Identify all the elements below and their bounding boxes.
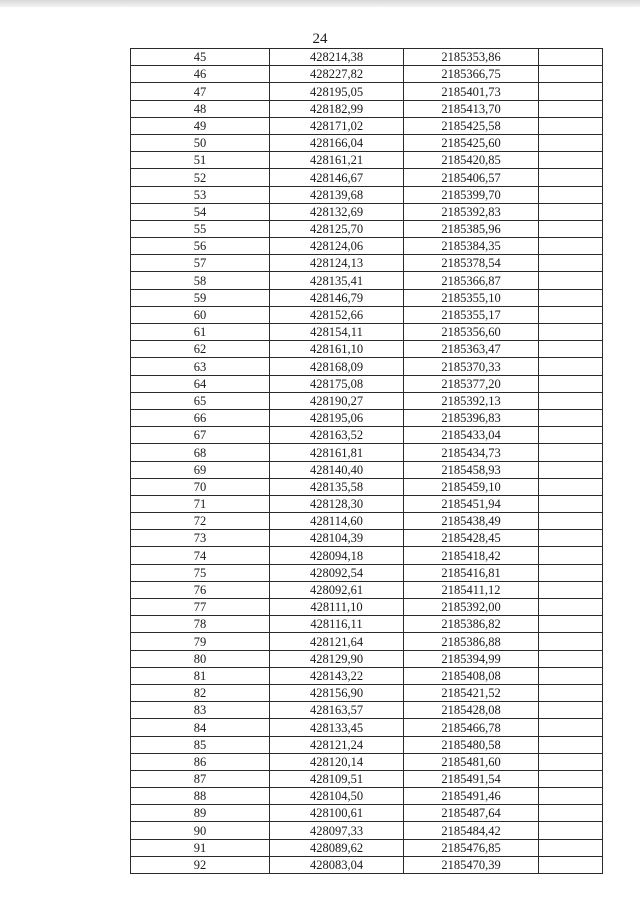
coordinates-table <box>130 48 603 874</box>
y-coordinate-cell: 2185356,60 <box>404 324 539 341</box>
y-coordinate-cell: 2185433,04 <box>404 427 539 444</box>
point-number-cell: 70 <box>131 478 270 495</box>
table-row <box>131 478 603 495</box>
x-coordinate-cell: 428190,27 <box>270 392 404 409</box>
table-row <box>131 495 603 512</box>
note-cell <box>539 409 603 426</box>
point-number-cell: 85 <box>131 736 270 753</box>
table-row <box>131 736 603 753</box>
page-number: 24 <box>312 31 328 47</box>
table-row <box>131 255 603 272</box>
point-number-cell: 57 <box>131 255 270 272</box>
x-coordinate-cell: 428139,68 <box>270 186 404 203</box>
point-number-cell: 69 <box>131 461 270 478</box>
note-cell <box>539 358 603 375</box>
table-row <box>131 134 603 151</box>
x-coordinate-cell: 428152,66 <box>270 306 404 323</box>
table-row <box>131 409 603 426</box>
x-coordinate-cell: 428195,05 <box>270 83 404 100</box>
x-coordinate-cell: 428163,57 <box>270 702 404 719</box>
point-number-cell: 63 <box>131 358 270 375</box>
note-cell <box>539 564 603 581</box>
x-coordinate-cell: 428163,52 <box>270 427 404 444</box>
table-row <box>131 324 603 341</box>
point-number-cell: 49 <box>131 117 270 134</box>
table-row <box>131 564 603 581</box>
x-coordinate-cell: 428129,90 <box>270 650 404 667</box>
note-cell <box>539 203 603 220</box>
x-coordinate-cell: 428121,24 <box>270 736 404 753</box>
point-number-cell: 55 <box>131 220 270 237</box>
note-cell <box>539 616 603 633</box>
y-coordinate-cell: 2185378,54 <box>404 255 539 272</box>
y-coordinate-cell: 2185476,85 <box>404 839 539 856</box>
note-cell <box>539 152 603 169</box>
table-row <box>131 83 603 100</box>
table-row <box>131 856 603 873</box>
point-number-cell: 79 <box>131 633 270 650</box>
y-coordinate-cell: 2185370,33 <box>404 358 539 375</box>
note-cell <box>539 513 603 530</box>
x-coordinate-cell: 428097,33 <box>270 822 404 839</box>
table-row <box>131 839 603 856</box>
point-number-cell: 90 <box>131 822 270 839</box>
point-number-cell: 51 <box>131 152 270 169</box>
table-row <box>131 788 603 805</box>
y-coordinate-cell: 2185392,13 <box>404 392 539 409</box>
point-number-cell: 50 <box>131 134 270 151</box>
table-row <box>131 341 603 358</box>
x-coordinate-cell: 428109,51 <box>270 770 404 787</box>
point-number-cell: 68 <box>131 444 270 461</box>
point-number-cell: 92 <box>131 856 270 873</box>
x-coordinate-cell: 428175,08 <box>270 375 404 392</box>
y-coordinate-cell: 2185458,93 <box>404 461 539 478</box>
note-cell <box>539 341 603 358</box>
y-coordinate-cell: 2185384,35 <box>404 238 539 255</box>
point-number-cell: 58 <box>131 272 270 289</box>
table-row <box>131 599 603 616</box>
y-coordinate-cell: 2185481,60 <box>404 753 539 770</box>
table-row <box>131 238 603 255</box>
point-number-cell: 53 <box>131 186 270 203</box>
y-coordinate-cell: 2185470,39 <box>404 856 539 873</box>
x-coordinate-cell: 428154,11 <box>270 324 404 341</box>
y-coordinate-cell: 2185355,17 <box>404 306 539 323</box>
x-coordinate-cell: 428120,14 <box>270 753 404 770</box>
y-coordinate-cell: 2185428,45 <box>404 530 539 547</box>
table-row <box>131 822 603 839</box>
note-cell <box>539 444 603 461</box>
table-row <box>131 100 603 117</box>
note-cell <box>539 169 603 186</box>
note-cell <box>539 684 603 701</box>
x-coordinate-cell: 428104,50 <box>270 788 404 805</box>
y-coordinate-cell: 2185392,00 <box>404 599 539 616</box>
table-row <box>131 186 603 203</box>
note-cell <box>539 650 603 667</box>
table-row <box>131 272 603 289</box>
point-number-cell: 46 <box>131 66 270 83</box>
note-cell <box>539 530 603 547</box>
point-number-cell: 66 <box>131 409 270 426</box>
x-coordinate-cell: 428124,13 <box>270 255 404 272</box>
table-row <box>131 719 603 736</box>
x-coordinate-cell: 428143,22 <box>270 667 404 684</box>
table-row <box>131 203 603 220</box>
point-number-cell: 74 <box>131 547 270 564</box>
table-row <box>131 289 603 306</box>
y-coordinate-cell: 2185480,58 <box>404 736 539 753</box>
y-coordinate-cell: 2185394,99 <box>404 650 539 667</box>
point-number-cell: 62 <box>131 341 270 358</box>
y-coordinate-cell: 2185434,73 <box>404 444 539 461</box>
y-coordinate-cell: 2185366,75 <box>404 66 539 83</box>
note-cell <box>539 134 603 151</box>
y-coordinate-cell: 2185353,86 <box>404 49 539 66</box>
point-number-cell: 60 <box>131 306 270 323</box>
x-coordinate-cell: 428092,54 <box>270 564 404 581</box>
note-cell <box>539 667 603 684</box>
point-number-cell: 48 <box>131 100 270 117</box>
note-cell <box>539 736 603 753</box>
x-coordinate-cell: 428195,06 <box>270 409 404 426</box>
y-coordinate-cell: 2185408,08 <box>404 667 539 684</box>
x-coordinate-cell: 428135,58 <box>270 478 404 495</box>
table-row <box>131 616 603 633</box>
table-row <box>131 805 603 822</box>
point-number-cell: 84 <box>131 719 270 736</box>
note-cell <box>539 822 603 839</box>
note-cell <box>539 719 603 736</box>
point-number-cell: 75 <box>131 564 270 581</box>
table-row <box>131 306 603 323</box>
x-coordinate-cell: 428100,61 <box>270 805 404 822</box>
y-coordinate-cell: 2185428,08 <box>404 702 539 719</box>
note-cell <box>539 289 603 306</box>
note-cell <box>539 856 603 873</box>
point-number-cell: 65 <box>131 392 270 409</box>
y-coordinate-cell: 2185487,64 <box>404 805 539 822</box>
note-cell <box>539 753 603 770</box>
table-row <box>131 753 603 770</box>
table-row <box>131 581 603 598</box>
y-coordinate-cell: 2185466,78 <box>404 719 539 736</box>
x-coordinate-cell: 428214,38 <box>270 49 404 66</box>
note-cell <box>539 255 603 272</box>
note-cell <box>539 478 603 495</box>
y-coordinate-cell: 2185491,46 <box>404 788 539 805</box>
x-coordinate-cell: 428166,04 <box>270 134 404 151</box>
x-coordinate-cell: 428104,39 <box>270 530 404 547</box>
y-coordinate-cell: 2185411,12 <box>404 581 539 598</box>
note-cell <box>539 117 603 134</box>
point-number-cell: 86 <box>131 753 270 770</box>
note-cell <box>539 83 603 100</box>
note-cell <box>539 702 603 719</box>
y-coordinate-cell: 2185491,54 <box>404 770 539 787</box>
y-coordinate-cell: 2185420,85 <box>404 152 539 169</box>
y-coordinate-cell: 2185366,87 <box>404 272 539 289</box>
table-row <box>131 513 603 530</box>
point-number-cell: 82 <box>131 684 270 701</box>
note-cell <box>539 599 603 616</box>
point-number-cell: 72 <box>131 513 270 530</box>
x-coordinate-cell: 428094,18 <box>270 547 404 564</box>
note-cell <box>539 324 603 341</box>
table-row <box>131 117 603 134</box>
note-cell <box>539 49 603 66</box>
note-cell <box>539 272 603 289</box>
x-coordinate-cell: 428132,69 <box>270 203 404 220</box>
table-row <box>131 530 603 547</box>
scan-edge <box>0 0 640 7</box>
table-row <box>131 220 603 237</box>
y-coordinate-cell: 2185438,49 <box>404 513 539 530</box>
y-coordinate-cell: 2185459,10 <box>404 478 539 495</box>
x-coordinate-cell: 428171,02 <box>270 117 404 134</box>
x-coordinate-cell: 428161,81 <box>270 444 404 461</box>
coordinates-table-body <box>131 49 603 874</box>
note-cell <box>539 633 603 650</box>
y-coordinate-cell: 2185386,88 <box>404 633 539 650</box>
point-number-cell: 76 <box>131 581 270 598</box>
x-coordinate-cell: 428089,62 <box>270 839 404 856</box>
table-row <box>131 444 603 461</box>
note-cell <box>539 805 603 822</box>
y-coordinate-cell: 2185413,70 <box>404 100 539 117</box>
point-number-cell: 54 <box>131 203 270 220</box>
point-number-cell: 45 <box>131 49 270 66</box>
note-cell <box>539 495 603 512</box>
note-cell <box>539 788 603 805</box>
x-coordinate-cell: 428168,09 <box>270 358 404 375</box>
note-cell <box>539 770 603 787</box>
x-coordinate-cell: 428161,21 <box>270 152 404 169</box>
table-row <box>131 49 603 66</box>
x-coordinate-cell: 428146,67 <box>270 169 404 186</box>
x-coordinate-cell: 428133,45 <box>270 719 404 736</box>
table-row <box>131 427 603 444</box>
table-row <box>131 667 603 684</box>
x-coordinate-cell: 428111,10 <box>270 599 404 616</box>
note-cell <box>539 306 603 323</box>
y-coordinate-cell: 2185421,52 <box>404 684 539 701</box>
table-row <box>131 375 603 392</box>
y-coordinate-cell: 2185416,81 <box>404 564 539 581</box>
y-coordinate-cell: 2185425,60 <box>404 134 539 151</box>
note-cell <box>539 375 603 392</box>
x-coordinate-cell: 428161,10 <box>270 341 404 358</box>
y-coordinate-cell: 2185363,47 <box>404 341 539 358</box>
point-number-cell: 81 <box>131 667 270 684</box>
note-cell <box>539 392 603 409</box>
table-row <box>131 152 603 169</box>
point-number-cell: 78 <box>131 616 270 633</box>
x-coordinate-cell: 428140,40 <box>270 461 404 478</box>
note-cell <box>539 839 603 856</box>
table-row <box>131 702 603 719</box>
table-row <box>131 650 603 667</box>
point-number-cell: 80 <box>131 650 270 667</box>
x-coordinate-cell: 428227,82 <box>270 66 404 83</box>
y-coordinate-cell: 2185396,83 <box>404 409 539 426</box>
point-number-cell: 83 <box>131 702 270 719</box>
y-coordinate-cell: 2185406,57 <box>404 169 539 186</box>
y-coordinate-cell: 2185355,10 <box>404 289 539 306</box>
y-coordinate-cell: 2185484,42 <box>404 822 539 839</box>
x-coordinate-cell: 428114,60 <box>270 513 404 530</box>
x-coordinate-cell: 428121,64 <box>270 633 404 650</box>
note-cell <box>539 547 603 564</box>
point-number-cell: 91 <box>131 839 270 856</box>
point-number-cell: 47 <box>131 83 270 100</box>
table-row <box>131 547 603 564</box>
table-row <box>131 169 603 186</box>
x-coordinate-cell: 428128,30 <box>270 495 404 512</box>
x-coordinate-cell: 428116,11 <box>270 616 404 633</box>
x-coordinate-cell: 428182,99 <box>270 100 404 117</box>
x-coordinate-cell: 428125,70 <box>270 220 404 237</box>
note-cell <box>539 186 603 203</box>
point-number-cell: 52 <box>131 169 270 186</box>
x-coordinate-cell: 428156,90 <box>270 684 404 701</box>
note-cell <box>539 427 603 444</box>
table-row <box>131 770 603 787</box>
point-number-cell: 87 <box>131 770 270 787</box>
point-number-cell: 89 <box>131 805 270 822</box>
y-coordinate-cell: 2185425,58 <box>404 117 539 134</box>
point-number-cell: 59 <box>131 289 270 306</box>
x-coordinate-cell: 428135,41 <box>270 272 404 289</box>
point-number-cell: 88 <box>131 788 270 805</box>
x-coordinate-cell: 428092,61 <box>270 581 404 598</box>
y-coordinate-cell: 2185377,20 <box>404 375 539 392</box>
note-cell <box>539 100 603 117</box>
note-cell <box>539 220 603 237</box>
y-coordinate-cell: 2185385,96 <box>404 220 539 237</box>
x-coordinate-cell: 428124,06 <box>270 238 404 255</box>
table-row <box>131 392 603 409</box>
y-coordinate-cell: 2185401,73 <box>404 83 539 100</box>
y-coordinate-cell: 2185451,94 <box>404 495 539 512</box>
note-cell <box>539 581 603 598</box>
x-coordinate-cell: 428146,79 <box>270 289 404 306</box>
x-coordinate-cell: 428083,04 <box>270 856 404 873</box>
y-coordinate-cell: 2185399,70 <box>404 186 539 203</box>
y-coordinate-cell: 2185392,83 <box>404 203 539 220</box>
note-cell <box>539 238 603 255</box>
point-number-cell: 56 <box>131 238 270 255</box>
y-coordinate-cell: 2185418,42 <box>404 547 539 564</box>
note-cell <box>539 461 603 478</box>
table-row <box>131 358 603 375</box>
point-number-cell: 77 <box>131 599 270 616</box>
table-row <box>131 461 603 478</box>
point-number-cell: 71 <box>131 495 270 512</box>
table-row <box>131 633 603 650</box>
table-row <box>131 66 603 83</box>
point-number-cell: 73 <box>131 530 270 547</box>
point-number-cell: 67 <box>131 427 270 444</box>
y-coordinate-cell: 2185386,82 <box>404 616 539 633</box>
table-row <box>131 684 603 701</box>
note-cell <box>539 66 603 83</box>
point-number-cell: 64 <box>131 375 270 392</box>
point-number-cell: 61 <box>131 324 270 341</box>
